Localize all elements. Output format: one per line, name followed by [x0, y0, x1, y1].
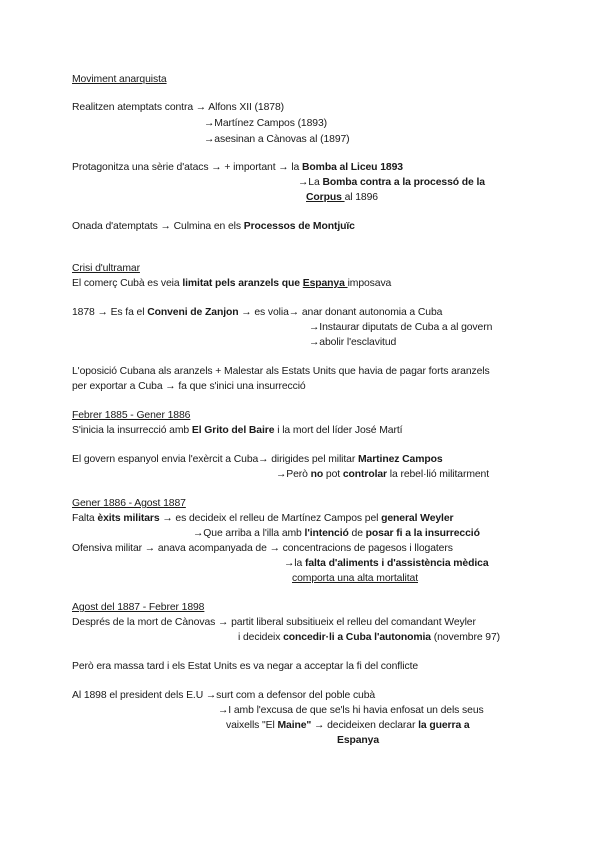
heading-crisi-ultramar: Crisi d'ultramar — [72, 263, 140, 274]
excusa-line-2: vaixells "El Maine" → decideixen declarar la guerra a — [226, 720, 470, 731]
falta-aliments-line: →la falta d'aliments i d'assistència mèdica — [284, 558, 489, 569]
grito-line: S'inicia la insurrecció amb El Grito del Baire i la mort del líder José Martí — [72, 425, 403, 436]
atacs-line-3: Corpus al 1896 — [306, 192, 378, 203]
ofensiva-line: Ofensiva militar → anava acompanyada de → concentracions de pagesos i llogaters — [72, 543, 453, 554]
atacs-line-1: Protagonitza una sèrie d'atacs → + important → la Bomba al Liceu 1893 — [72, 162, 403, 173]
zanjon-line-1: 1878 → Es fa el Conveni de Zanjon → es volia→ anar donant autonomia a Cuba — [72, 307, 443, 318]
tard-line: Però era massa tard i els Estat Units es va negar a acceptar la fi del conflicte — [72, 661, 419, 672]
pero-line: →Però no pot controlar la rebel·lió militarment — [276, 469, 490, 480]
govern-line: El govern espanyol envia l'exèrcit a Cuba→ dirigides pel militar Martinez Campos — [72, 454, 443, 465]
espanya-line: Espanya — [337, 735, 380, 746]
falta-line: Falta èxits militars → es decideix el relleu de Martínez Campos pel general Weyler — [72, 513, 454, 524]
heading-febrer-1885: Febrer 1885 - Gener 1886 — [72, 410, 191, 421]
zanjon-line-3: →abolir l'esclavitud — [309, 337, 397, 348]
canovas-line: Després de la mort de Cànovas → partit liberal subsitiueix el relleu del comandant Weyler — [72, 617, 476, 628]
onada-line: Onada d'atemptats → Culmina en els Processos de Montjuïc — [72, 221, 355, 232]
oposicio-line-2: per exportar a Cuba → fa que s'inici una insurrecció — [72, 381, 306, 392]
heading-agost-1887: Agost del 1887 - Febrer 1898 — [72, 602, 205, 613]
heading-moviment-anarquista: Moviment anarquista — [72, 74, 167, 85]
oposicio-line-1: L'oposició Cubana als aranzels + Malestar als Estats Units que havia de pagar forts aranzels — [72, 366, 490, 377]
autonomia-line: i decideix concedir·li a Cuba l'autonomia (novembre 97) — [238, 632, 501, 643]
excusa-line-1: →I amb l'excusa de que se'ls hi havia enfosat un dels seus — [218, 705, 484, 716]
mortalitat-line: comporta una alta mortalitat — [292, 573, 418, 584]
atemptats-line-1: Realitzen atemptats contra → Alfons XII (1878) — [72, 102, 284, 113]
atemptats-line-3: →asesinan a Cànovas al (1897) — [204, 134, 350, 145]
arriba-line: →Que arriba a l'illa amb l'intenció de posar fi a la insurrecció — [193, 528, 480, 539]
comerc-line: El comerç Cubà es veia limitat pels aranzels que Espanya imposava — [72, 278, 392, 289]
heading-gener-1886: Gener 1886 - Agost 1887 — [72, 498, 186, 509]
president-line: Al 1898 el president dels E.U →surt com a defensor del poble cubà — [72, 690, 376, 701]
atacs-line-2: →La Bomba contra a la processó de la — [298, 177, 485, 188]
atemptats-line-2: →Martínez Campos (1893) — [204, 118, 328, 129]
zanjon-line-2: →Instaurar diputats de Cuba a al govern — [309, 322, 493, 333]
